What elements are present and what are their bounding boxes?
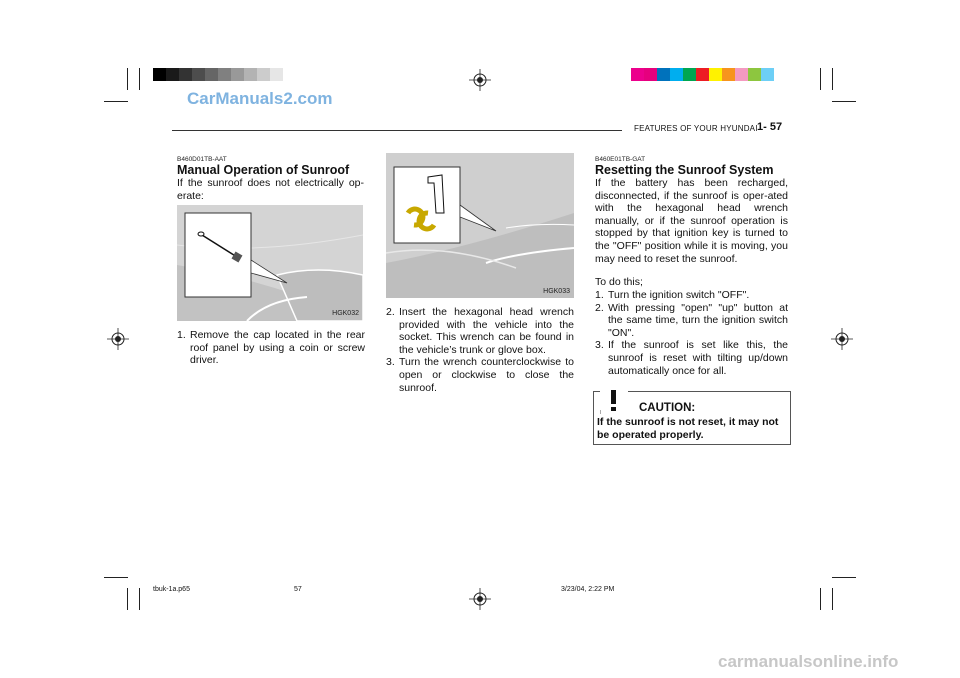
color-swatch bbox=[166, 68, 179, 81]
step-number: 3. bbox=[595, 339, 604, 352]
list-item bbox=[386, 356, 574, 394]
crop-mark bbox=[127, 68, 128, 90]
color-swatch bbox=[179, 68, 192, 81]
color-swatch bbox=[748, 68, 761, 81]
color-swatch bbox=[231, 68, 244, 81]
watermark-bottom: carmanualsonline.info bbox=[718, 652, 899, 671]
footer-date: 3/23/04, 2:22 PM bbox=[561, 586, 615, 593]
step-number: 2. bbox=[595, 301, 604, 314]
registration-mark-icon bbox=[107, 328, 129, 350]
footer-page: 57 bbox=[294, 586, 302, 593]
step-text: Remove the cap located in the rear roof panel by using a coin or screw driver. bbox=[190, 329, 365, 367]
step-number: 2. bbox=[386, 306, 395, 318]
list-item bbox=[595, 289, 788, 302]
grayscale-calibration-bar bbox=[153, 68, 283, 81]
registration-mark-icon bbox=[469, 588, 491, 610]
left-steps-list bbox=[177, 329, 365, 367]
crop-mark bbox=[820, 68, 821, 90]
step-number: 1. bbox=[177, 329, 186, 341]
section-code: B460E01TB-GAT bbox=[595, 156, 646, 163]
color-swatch bbox=[153, 68, 166, 81]
caution-heading: CAUTION: bbox=[639, 402, 696, 414]
step-number: 3. bbox=[386, 356, 395, 369]
color-swatch bbox=[192, 68, 205, 81]
color-swatch bbox=[735, 68, 748, 81]
color-swatch bbox=[270, 68, 283, 81]
footer-filename: tbuk-1a.p65 bbox=[153, 586, 190, 593]
caution-box bbox=[593, 391, 791, 445]
color-swatch bbox=[683, 68, 696, 81]
hex-wrench-illustration bbox=[386, 153, 574, 298]
step-text: Insert the hexagonal head wrench provided with the vehicle into the socket. This wrench can be found in the vehicle’s trunk or glove box. bbox=[399, 306, 574, 356]
step-number: 1. bbox=[595, 289, 604, 301]
crop-mark bbox=[820, 588, 821, 610]
color-swatch bbox=[657, 68, 670, 81]
crop-mark bbox=[127, 588, 128, 610]
section-header: FEATURES OF YOUR HYUNDAI bbox=[634, 124, 758, 133]
header-rule bbox=[172, 130, 622, 131]
warning-exclamation-icon bbox=[600, 388, 628, 414]
crop-mark bbox=[832, 68, 833, 90]
crop-mark bbox=[832, 577, 856, 578]
figure-label: HGK033 bbox=[543, 288, 570, 295]
hex-wrench-figure bbox=[386, 153, 574, 298]
color-swatch bbox=[218, 68, 231, 81]
section-title: Manual Operation of Sunroof bbox=[177, 163, 350, 177]
registration-mark-icon bbox=[831, 328, 853, 350]
crop-mark bbox=[832, 101, 856, 102]
section-code: B460D01TB-AAT bbox=[177, 156, 227, 163]
page-number: 1- 57 bbox=[757, 121, 783, 133]
color-swatch bbox=[696, 68, 709, 81]
color-swatch bbox=[631, 68, 644, 81]
step-text: Turn the ignition switch "OFF". bbox=[608, 289, 750, 301]
registration-mark-icon bbox=[469, 69, 491, 91]
crop-mark bbox=[104, 577, 128, 578]
crop-mark bbox=[832, 588, 833, 610]
color-swatch bbox=[644, 68, 657, 81]
color-swatch bbox=[709, 68, 722, 81]
list-item bbox=[595, 302, 788, 340]
sunroof-cap-figure bbox=[177, 205, 363, 321]
list-item bbox=[386, 306, 574, 356]
crop-mark bbox=[139, 588, 140, 610]
step-text: If the sunroof is set like this, the sunroof is reset with tilting up/down automatically once for all. bbox=[608, 339, 788, 377]
color-swatch bbox=[761, 68, 774, 81]
sunroof-cap-illustration bbox=[177, 205, 363, 321]
step-text: With pressing "open" "up" button at the same time, turn the ignition switch "ON". bbox=[608, 301, 788, 339]
list-item bbox=[595, 339, 788, 377]
intro-text: If the sunroof does not electrically op-erate: bbox=[177, 177, 364, 202]
color-swatch bbox=[257, 68, 270, 81]
caution-text: If the sunroof is not reset, it may not be operated properly. bbox=[597, 416, 779, 441]
crop-mark bbox=[104, 101, 128, 102]
crop-mark bbox=[139, 68, 140, 90]
color-swatch bbox=[244, 68, 257, 81]
watermark-top: CarManuals2.com bbox=[187, 89, 333, 108]
color-swatch bbox=[205, 68, 218, 81]
todo-text: To do this; bbox=[595, 276, 643, 288]
intro-text: If the battery has been recharged, disconnected, if the sunroof is oper-ated with the hexagonal head wrench manually, or if the sunroof operation is stopped by that ignition key is turned to the "OFF" position while it is moving, you may need to reset the sunroof. bbox=[595, 177, 788, 265]
color-swatch bbox=[670, 68, 683, 81]
middle-steps-list bbox=[386, 306, 574, 394]
section-title: Resetting the Sunroof System bbox=[595, 163, 774, 177]
right-steps-list bbox=[595, 289, 788, 377]
color-calibration-bar bbox=[631, 68, 774, 81]
figure-label: HGK032 bbox=[332, 310, 359, 317]
list-item bbox=[177, 329, 365, 367]
color-swatch bbox=[722, 68, 735, 81]
step-text: Turn the wrench counterclockwise to open or clockwise to close the sunroof. bbox=[399, 356, 574, 394]
